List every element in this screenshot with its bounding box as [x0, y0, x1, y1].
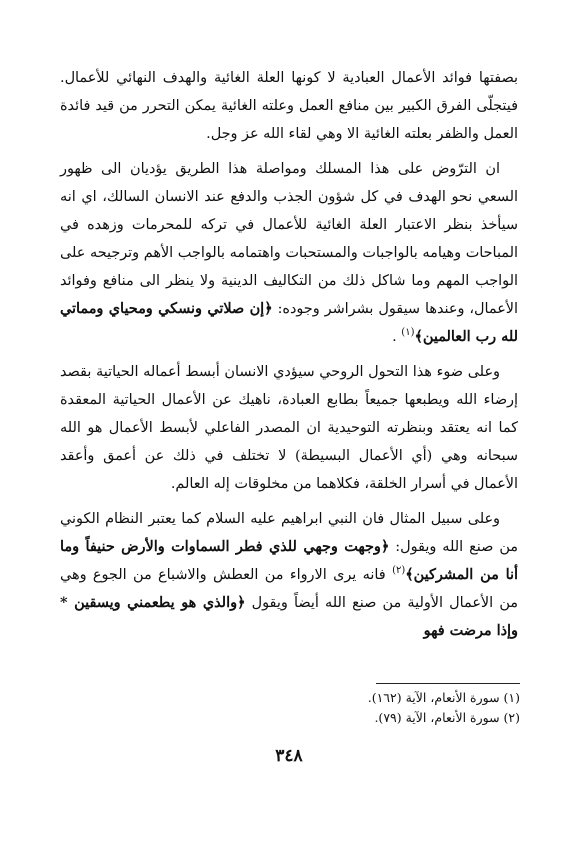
paragraph	[60, 505, 518, 645]
paragraph	[60, 358, 518, 498]
body-text	[60, 64, 518, 645]
footnote-marker: (١)	[401, 327, 415, 339]
paragraph	[60, 64, 518, 148]
paragraph-text: وعلى سبيل المثال فان النبي ابراهيم عليه السلام كما يعتبر النظام الكوني من صنع الله ويقول:	[60, 511, 518, 555]
paragraph-text: وعلى ضوء هذا التحول الروحي سيؤدي الانسان أبسط أعماله الحياتية بقصد إرضاء الله ويطبعها جميعاً بطابع العبادة، ناهيك عن الأعمال الحياتية المعقدة كما انه يعتقد وبنظرته التوحيدية ان المصدر الفاعلي لأبسط الأعمال هو الله سبحانه وهي (أي الأعمال البسيطة) لا تختلف في ذلك عن أعمق وأعقد الأعمال في أسرار الخلقة، فكلاهما من مخلوقات إله العالم.	[60, 364, 518, 492]
footnotes	[280, 688, 520, 728]
footnote-marker: (٢)	[392, 565, 406, 577]
quran-quote: ﴿وجهت وجهي للذي فطر السماوات والأرض حنيفاً وما أنا من المشركين﴾	[60, 538, 518, 583]
footnote: (٢) سورة الأنعام، الآية (٧٩).	[374, 710, 520, 725]
footnote-separator	[376, 683, 520, 684]
paragraph-text: .	[392, 329, 402, 345]
page-number: ٣٤٨	[275, 746, 303, 766]
paragraph-text: فانه يرى الارواء من العطش والاشباع من الجوع وهي من الأعمال الأولية من صنع الله أيضاً ويقول	[60, 567, 518, 611]
paragraph-text: بصفتها فوائد الأعمال العبادية لا كونها العلة الغائية والهدف النهائي للأعمال. فيتجلّى الفرق الكبير بين منافع العمل وعلته الغائية يمكن التحرر من قيد فائدة العمل والظفر بعلته الغائية الا وهي لقاء الله عز وجل.	[60, 70, 518, 142]
quran-quote: ﴿والذي هو يطعمني ويسقين * وإذا مرضت فهو	[60, 594, 518, 639]
quran-quote: ﴿إن صلاتي ونسكي ومحياي ومماتي لله رب العالمين﴾	[60, 300, 518, 345]
footnote: (١) سورة الأنعام، الآية (١٦٢).	[367, 690, 520, 705]
paragraph-text: ان الترّوض على هذا المسلك ومواصلة هذا الطريق يؤديان الى ظهور السعي نحو الهدف في كل شؤون الجذب والدفع عند الانسان السالك، اي انه سيأخذ بنظر الاعتبار العلة الغائية للأعمال في تركه للمحرمات وزهده في المباحات وهيامه بالواجبات والمستحبات واهتمامه بالواجب الأهم وترجيحه على الواجب المهم وما شاكل ذلك من التكاليف الدينية ولا ينظر الى منافع وفوائد الأعمال، وعندها سيقول بشراشر وجوده:	[60, 161, 518, 317]
paragraph	[60, 155, 518, 351]
